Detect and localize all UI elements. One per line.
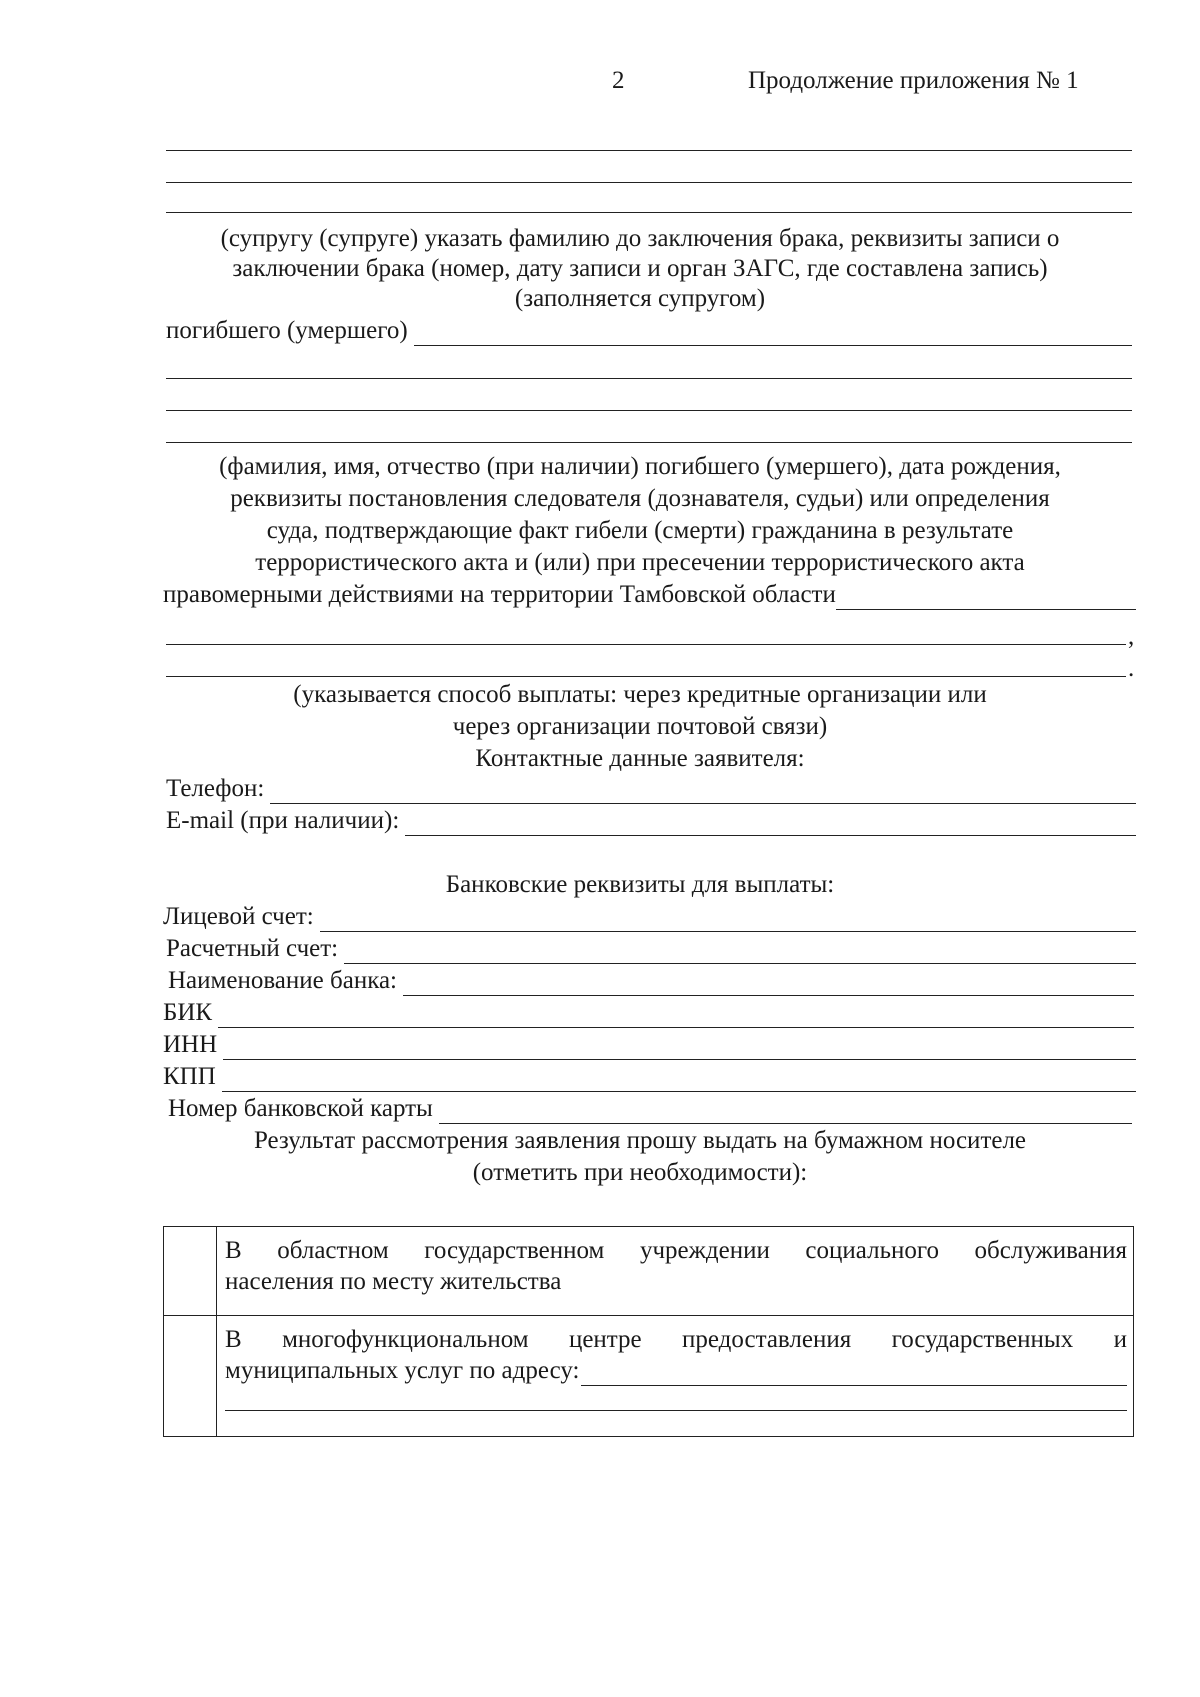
mfc-address-input-2[interactable] [225,1386,1127,1411]
account-input[interactable] [320,907,1136,932]
kpp-label: КПП [163,1063,216,1090]
option-1-line-2: населения по месту жительства [225,1268,562,1295]
inn-field [163,1030,1136,1060]
email-input[interactable] [405,811,1136,836]
kpp-input[interactable] [222,1067,1136,1092]
account-label: Лицевой счет: [163,903,314,930]
deceased-note-line-4: террористического акта и (или) при пресечении террористического акта [255,549,1025,576]
phone-label: Телефон: [166,775,265,802]
phone-field [166,774,1136,804]
bik-input[interactable] [218,1003,1134,1028]
bank-name-input[interactable] [403,971,1134,996]
bik-label: БИК [163,999,213,1026]
inn-input[interactable] [223,1035,1136,1060]
spouse-blank-line-1[interactable] [166,150,1132,151]
spouse-note-line-2: заключении брака (номер, дату записи и орган ЗАГС, где составлена запись) [232,255,1048,282]
option-text-mfc [217,1316,1134,1437]
settlement-field [166,934,1136,964]
bank-name-field [168,966,1134,996]
deceased-field [166,316,1132,346]
result-line-1: Результат рассмотрения заявления прошу выдать на бумажном носителе [253,1127,1027,1154]
deceased-blank[interactable] [414,321,1132,346]
payment-note-line-1: (указывается способ выплаты: через кредитные организации или [293,681,987,708]
option-checkbox-social-service[interactable] [164,1227,217,1316]
deceased-blank-line-2[interactable] [166,378,1132,379]
option-2-line-2: муниципальных услуг по адресу: [225,1357,580,1384]
payment-blank-line-2[interactable] [166,676,1126,677]
spouse-note-line-1: (супругу (супруге) указать фамилию до заключения брака, реквизиты записи о [220,225,1060,252]
option-checkbox-mfc[interactable] [164,1316,217,1437]
option-text-social-service [217,1227,1134,1316]
account-field [163,902,1136,932]
inn-label: ИНН [163,1031,218,1058]
option-2-line-1: В многофункциональном центре предоставления государственных и [225,1326,1127,1353]
deceased-blank-line-3[interactable] [166,410,1132,411]
actions-label: правомерными действиями на территории Тамбовской области [163,581,836,608]
card-label: Номер банковской карты [168,1095,433,1122]
spouse-blank-line-3[interactable] [166,212,1132,213]
email-field [166,806,1136,836]
continuation-title: Продолжение приложения № 1 [748,67,1079,94]
delivery-options-table [163,1226,1134,1437]
option-row-social-service [164,1227,1134,1316]
payment-line-1-comma: , [1128,623,1135,650]
actions-field [163,580,1136,610]
settlement-input[interactable] [344,939,1136,964]
deceased-label: погибшего (умершего) [166,317,408,344]
contacts-title: Контактные данные заявителя: [475,745,805,772]
deceased-note-line-1: (фамилия, имя, отчество (при наличии) погибшего (умершего), дата рождения, [219,453,1061,480]
option-row-mfc [164,1316,1134,1437]
email-label: E-mail (при наличии): [166,807,400,834]
deceased-blank-line-4[interactable] [166,442,1132,443]
option-2-address-line [225,1355,1127,1386]
option-1-line-1: В областном государственном учреждении социального обслуживания [225,1237,1127,1264]
option-2-address-line-2 [225,1386,1127,1411]
deceased-note-line-2: реквизиты постановления следователя (дознавателя, судьи) или определения [230,485,1050,512]
page-number: 2 [612,67,625,94]
deceased-note-line-3: суда, подтверждающие факт гибели (смерти) гражданина в результате [266,517,1014,544]
bank-name-label: Наименование банка: [168,967,398,994]
phone-input[interactable] [270,779,1136,804]
card-field [168,1094,1132,1124]
payment-note-line-2: через организации почтовой связи) [452,713,828,740]
payment-line-2-period: . [1128,655,1135,682]
actions-blank[interactable] [836,585,1136,610]
spouse-note-line-3: (заполняется супругом) [514,285,766,312]
mfc-address-input[interactable] [581,1361,1127,1386]
payment-blank-line-1[interactable] [166,644,1126,645]
kpp-field [163,1062,1136,1092]
result-line-2: (отметить при необходимости): [472,1159,808,1186]
settlement-label: Расчетный счет: [166,935,339,962]
bik-field [163,998,1134,1028]
bank-title: Банковские реквизиты для выплаты: [445,871,835,898]
card-input[interactable] [439,1099,1132,1124]
spouse-blank-line-2[interactable] [166,182,1132,183]
